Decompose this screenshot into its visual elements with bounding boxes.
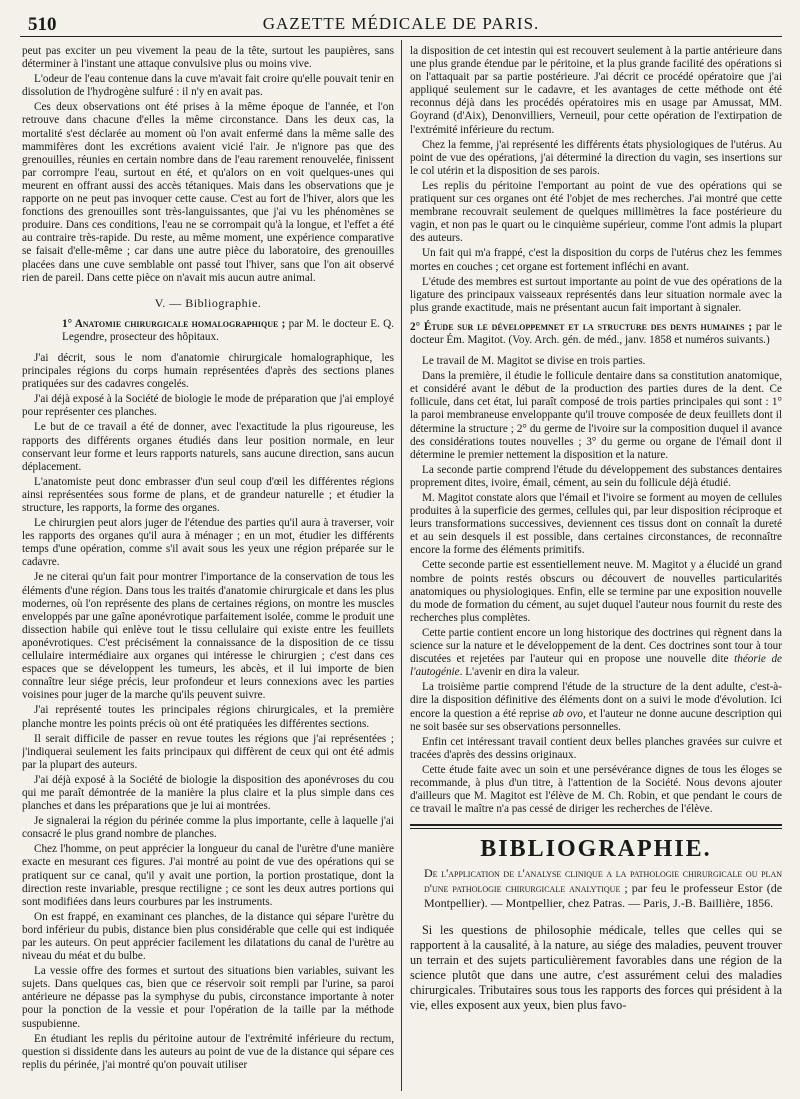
bibliographie-heading: BIBLIOGRAPHIE. (480, 836, 712, 863)
entry-author: par M. le docteur E. Q. Legendre, prosecteur des hôpitaux. (62, 317, 394, 343)
paragraph (410, 681, 782, 733)
bibliography-entry (22, 318, 394, 344)
paragraph: L'étude des membres est surtout importante au point de vue des opérations de la ligature des principaux vaisseaux représentés dans leur situation normale avec la plus grande exactitude, mais ne présentant aucun fait important à signaler. (410, 275, 782, 314)
page-header (20, 6, 782, 37)
paragraph: la disposition de cet intestin qui est recouvert seulement à la partie antérieure dans une plus grande étendue par le péritoine, et la plus grande facilité des opérations si on l'attaquait par sa partie postérieure. J'ai décrit ce procédé opératoire que j'ai appliqué seulement sur le cadavre, et les avantages de cette méthode ont été reconnus déjà dans les procédés opératoires mis en usage par Amussat, MM. Goyrand (d'Aix), Denonvilliers, Verneuil, pour cette opération de l'extirpation de l'extrémité inférieure du rectum. (410, 45, 782, 136)
paragraph: Chez la femme, j'ai représenté les différents états physiologiques de l'utérus. Au point de vue des opérations, j'ai déterminé la direction du vagin, ses insertions sur le col utérin et la disposition de ses parois. (410, 138, 782, 177)
italic-term: théorie de l'autogénie (410, 653, 782, 679)
entry-author: par le docteur Ém. Magitot. (Voy. Arch. gén. de méd., janv. 1858 et numéros suivants.) (410, 320, 782, 346)
paragraph: J'ai déjà exposé à la Société de biologie la disposition des aponévroses du cou qui me paraît démontrée de la manière la plus claire et la plus simple dans ces planches et dans les préparations que je lui ai montrées. (22, 773, 394, 813)
paragraph: Je ne citerai qu'un fait pour montrer l'importance de la conservation de tous les éléments d'une région. Dans tous les traités d'anatomie chirurgicale et dans les plus modernes, où l'on représente des plans de certaines régions, on montre les muscles enveloppés par une gaîne aponévrotique parfaitement isolée, comme le produit une dissection habile qui enlève tout le tissu cellulaire qui existe entre les feuillets aponévrotiques. C'est précisément la connaissance de la disposition de ce tissu cellulaire intermédiaire aux organes qui intéresse le chirurgien ; c'est dans ces espaces que se développent les tumeurs, les abcès, et il lui importe de bien connaître leur siége précis, leur profondeur et leurs connexions avec les parties voisines pour juger de la marche qu'ils peuvent suivre. (22, 571, 394, 702)
paragraph: Le but de ce travail a été de donner, avec l'exactitude la plus rigoureuse, les rapports des différents organes étudiés dans leur position normale, en leur conservant leur forme et leurs rapports naturels, sans aucune direction, sans aucun déplacement. (22, 421, 394, 473)
paragraph: Je signalerai la région du périnée comme la plus importante, celle à laquelle j'ai consacré le plus grand nombre de planches. (22, 815, 394, 841)
paragraph: Ces deux observations ont été prises à la même époque de l'année, et l'on retrouve dans chacune d'elles la même circonstance. Dans les deux cas, la mortalité s'est déclarée au moment où l'on avait enfermé dans la même salle des mammifères dont les excrétions avaient vicié l'air. Je n'ignore pas que des grenouilles, réunies en certain nombre dans de l'eau rarement renouvelée, finissent par corrompre l'eau, surtout en été, et qu'alors on en voit quelques-unes qui meurent en offrant aussi des accès tétaniques. Mais dans les observations que je rapporte on ne peut pas invoquer cette cause. C'est au fort de l'hiver, alors que les fonctions des grenouilles sont très-languissantes, que j'ai vu les phénomènes se produire. Dans ces conditions, l'eau ne se corrompait qu'à la longue, et l'effet a été au contraire très-rapide. Du reste, au même moment, une expérience comparative se faisait d'elle-même ; car dans une autre pièce du laboratoire, des grenouilles placées dans une cuve semblable ont passé tout l'hiver, sans que l'on ait observé rien de pareil. Dans cette pièce on n'avait mis aucun autre animal. (22, 101, 394, 284)
section-rule (410, 824, 782, 826)
paragraph: Chez l'homme, on peut apprécier la longueur du canal de l'urètre d'une manière exacte en mesurant ces figures. J'ai montré au point de vue des opérations qui se pratiquent sur ce canal, qu'il y avait une portion, la portion prostatique, dont la direction reste invariable, presque rectiligne ; ce sont les deux autres portions qui sont modifiées dans leurs courbures par les instruments. (22, 843, 394, 908)
book-entry (410, 866, 782, 911)
journal-title: GAZETTE MÉDICALE DE PARIS. (262, 14, 540, 33)
column-divider (401, 40, 402, 1091)
paragraph: Cette seconde partie est essentiellement neuve. M. Magitot y a élucidé un grand nombre de points restés obscurs ou découvert de nouvelles particularités anatomiques ou physiologiques. Enfin, elle se termine par une exposition nouvelle du mode de formation du cément, au sujet duquel l'auteur nous fournit du reste des recherches plus complètes. (410, 559, 782, 624)
paragraph: En étudiant les replis du péritoine autour de l'extrémité inférieure du rectum, question si dissidente dans les auteurs au point de vue de la distance qui sépare ces replis du périnée, j'ai montré qu'on pouvait utiliser (22, 1032, 394, 1071)
page-number: 510 (28, 14, 57, 35)
section-heading: V. — Bibliographie. (154, 295, 262, 310)
paragraph: Le chirurgien peut alors juger de l'étendue des parties qu'il aura à traverser, voir les rapports des organes qu'il aura à ménager ; en un mot, étudier les différents temps d'une opération, comme s'il avait sous les yeux une région préparée sur le cadavre. (22, 517, 394, 569)
paragraph: J'ai décrit, sous le nom d'anatomie chirurgicale homalographique, les principales régions du corps humain représentées d'après des sections planes pratiquées sur des cadavres congelés. (22, 351, 394, 391)
paragraph: Il serait difficile de passer en revue toutes les régions que j'ai représentées ; j'indiquerai seulement les faits principaux qui diffèrent de ceux qui ont été admis par la plupart des auteurs. (22, 732, 394, 771)
text-run: . L'avenir en dira la valeur. (459, 666, 580, 679)
book-title: De l'application de l'analyse clinique a la pathologie chirurgicale ou plan d'une pathologie chirurgicale analytique ; (424, 866, 782, 896)
paragraph: La seconde partie comprend l'étude du développement des substances dentaires proprement dites, ivoire, émail, cément, au sein du follicule déjà étudié. (410, 463, 782, 489)
paragraph: Le travail de M. Magitot se divise en trois parties. (422, 355, 646, 368)
paragraph: L'odeur de l'eau contenue dans la cuve m'avait fait croire qu'elle pouvait tenir en dissolution de l'hydrogène sulfuré : il n'y en avait pas. (22, 73, 394, 99)
paragraph: Les replis du péritoine l'emportant au point de vue des opérations qui se pratiquent sur ces organes ont été l'objet de mes recherches. J'ai montré que cette membrane recouvrait seulement de quelques millimètres la face postérieure du vagin, et non pas le quart ou le cinquième supérieur, comme l'ont admis la plupart des auteurs. (410, 179, 782, 245)
paragraph: Dans la première, il étudie le follicule dentaire dans sa constitution anatomique, et considéré avant le début de la production des parties dures de la dent. Ce follicule, dans cet état, lui paraît composé de trois parties principales qui sont : 1° la paroi membraneuse enveloppante qu'il trouve composée de deux feuillets dont il détermine la structure ; 2° du germe de l'ivoire sur la composition duquel il avance des considérations toutes nouvelles ; 3° du germe ou organe de l'émail dont il détermine le premier nettement la disposition et la nature. (410, 370, 782, 461)
text-run: , et l'auteur ne donne aucune description qui ne soit basée sur ses observations personnelles. (410, 707, 782, 733)
paragraph: On est frappé, en examinant ces planches, de la distance qui sépare l'urètre du bord inférieur du pubis, distance bien plus considérable que celle qui est indiquée par les auteurs. On peut apprécier facilement les dilatations du canal de l'urètre au niveau du méat et du bulbe. (22, 910, 394, 963)
entry-title: 2° Étude sur le développemnet et la structure des dents humaines ; (410, 320, 753, 333)
paragraph: J'ai déjà exposé à la Société de biologie le mode de préparation que j'ai employé pour représenter ces planches. (22, 393, 394, 419)
paragraph: Si les questions de philosophie médicale, telles que celles qui se rapportent à la causalité, à la nature, au siége des maladies, peuvent trouver un terrain et des sujets particulièrement favorables dans une région de la science plutôt que dans une autre, c'est assurément celui des maladies chirurgicales. Tributaires sous tous les rapports des forces qui président à la vie, elles exposent aux yeux, bien plus favo- (410, 923, 782, 1013)
paragraph: Cette étude faite avec un soin et une persévérance dignes de tous les éloges se recommande, à plus d'un titre, à l'attention de la Société. Nous devons ajouter d'ailleurs que M. Magitot est l'élève de M. Ch. Robin, et que pendant le cours de ce travail le maître n'a pas cessé de diriger les recherches de l'élève. (410, 763, 782, 816)
entry-title: 1° Anatomie chirurgicale homalographique ; (62, 317, 286, 330)
bibliography-entry (410, 321, 782, 347)
book-publisher: par feu le professeur Estor (de Montpellier). — Montpellier, chez Patras. — Paris, J.-B. Baillière, 1856. (424, 881, 782, 911)
left-column (22, 45, 394, 1091)
italic-term: ab ovo (552, 707, 584, 720)
section-rule-thin (410, 828, 782, 829)
paragraph: peut pas exciter un peu vivement la peau de la tête, surtout les paupières, sans déterminer à l'instant une attaque convulsive plus ou moins vive. (22, 45, 394, 71)
right-column (410, 45, 782, 1091)
paragraph: Enfin cet intéressant travail contient deux belles planches gravées sur cuivre et tracées d'après des dessins originaux. (410, 735, 782, 761)
paragraph: J'ai représenté toutes les principales régions chirurgicales, et la première planche montre les points précis où ont été pratiquées les différentes sections. (22, 704, 394, 730)
paragraph: La vessie offre des formes et surtout des situations bien variables, suivant les sujets. Dans quelques cas, bien que ce réservoir soit rempli par l'urine, sa paroi antérieure ne dépasse pas la symphyse du pubis, circonstance importante à noter pour la ponction de la vessie et pour l'opération de la taille par la méthode suspubienne. (22, 965, 394, 1030)
paragraph: Un fait qui m'a frappé, c'est la disposition du corps de l'utérus chez les femmes mortes en couches ; cet organe est fortement infléchi en avant. (410, 247, 782, 273)
text-run: La troisième partie comprend l'étude de la structure de la dent adulte, c'est-à-dire la disposition définitive des éléments dont on a suivi le mode d'évolution. Ici encore la question a été reprise (410, 681, 782, 720)
paragraph: M. Magitot constate alors que l'émail et l'ivoire se forment au moyen de cellules produites à la superficie des germes, cellules qui, par leur disposition réciproque et leurs transformations successives, deviennent ces tissus dont on connaît la dureté et au sein desquels il est possible, dans certaines circonstances, de reconnaître encore la forme des éléments primitifs. (410, 492, 782, 557)
paragraph (410, 627, 782, 679)
paragraph: L'anatomiste peut donc embrasser d'un seul coup d'œil les différentes régions ainsi représentées sous forme de plans, et de grandeur naturelle ; et étudier la structure, les rapports, la forme des organes. (22, 475, 394, 514)
text-run: Cette partie contient encore un long historique des doctrines qui règnent dans la science sur la nature et le développement de la dent. Ces doctrines sont tour à tour discutées et rejetées par l'auteur qui en propose une nouvelle dite (410, 626, 782, 666)
